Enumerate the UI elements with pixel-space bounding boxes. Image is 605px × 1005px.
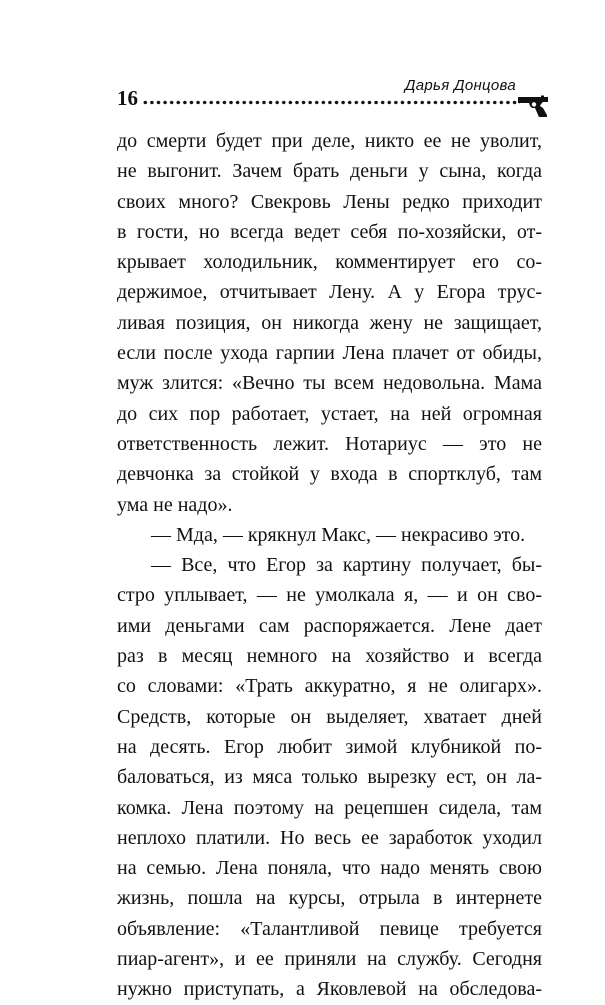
revolver-icon bbox=[517, 95, 549, 117]
page-number: 16 bbox=[117, 86, 138, 110]
text-line: ими деньгами сам распоряжается. Лене дает bbox=[117, 614, 542, 637]
text-line: жизнь, пошла на курсы, отрыла в интернете bbox=[117, 887, 542, 910]
text-line: держимое, отчитывает Лену. А у Егора трус- bbox=[117, 281, 542, 304]
text-line: — Все, что Егор за картину получает, бы- bbox=[151, 554, 542, 577]
text-line: объявление: «Талантливой певице требуется bbox=[117, 917, 542, 940]
text-line: нужно приступать, а Яковлевой на обследова- bbox=[117, 978, 542, 1001]
author-name: Дарья Донцова bbox=[404, 77, 516, 94]
text-line: стро уплывает, — не умолкала я, — и он сво- bbox=[117, 584, 542, 607]
text-line: раз в месяц немного на хозяйство и всегда bbox=[117, 645, 542, 668]
text-line: муж злится: «Вечно ты всем недовольна. Мама bbox=[117, 372, 542, 395]
text-line: на семью. Лена поняла, что надо менять свою bbox=[117, 857, 542, 880]
body-text bbox=[117, 126, 542, 1005]
text-line: пиар-агент», и ее приняли на службу. Сегодня bbox=[117, 948, 542, 971]
text-line: до смерти будет при деле, никто ее не уволит, bbox=[117, 130, 542, 152]
text-line: на десять. Егор любит зимой клубникой по- bbox=[117, 735, 542, 758]
text-line: неплохо платили. Но весь ее заработок уходил bbox=[117, 826, 542, 849]
text-line: комка. Лена поэтому на рецепшен сидела, там bbox=[117, 796, 542, 819]
text-line: не выгонит. Зачем брать деньги у сына, когда bbox=[117, 160, 542, 183]
text-line: — Мда, — крякнул Макс, — некрасиво это. bbox=[151, 523, 526, 546]
text-line: до сих пор работает, устает, на ней огромная bbox=[117, 402, 542, 425]
running-header bbox=[117, 78, 549, 118]
text-line: своих много? Свекровь Лены редко приходит bbox=[117, 190, 542, 213]
text-line: со словами: «Трать аккуратно, я не олигарх». bbox=[117, 675, 542, 698]
text-line: Средств, которые он выделяет, хватает дней bbox=[117, 705, 542, 728]
text-line: ума не надо». bbox=[117, 493, 233, 516]
text-line: ответственность лежит. Нотариус — это не bbox=[117, 432, 542, 455]
text-line: в гости, но всегда ведет себя по-хозяйски, от- bbox=[117, 220, 542, 243]
dotted-rule bbox=[142, 100, 520, 105]
text-line: если после ухода гарпии Лена плачет от обиды, bbox=[117, 342, 542, 365]
text-line: баловаться, из мяса только вырезку ест, он ла- bbox=[117, 766, 542, 789]
text-line: крывает холодильник, комментирует его со- bbox=[117, 251, 542, 274]
text-line: ливая позиция, он никогда жену не защищает, bbox=[117, 311, 542, 334]
text-line: девчонка за стойкой у входа в спортклуб, там bbox=[117, 463, 542, 486]
